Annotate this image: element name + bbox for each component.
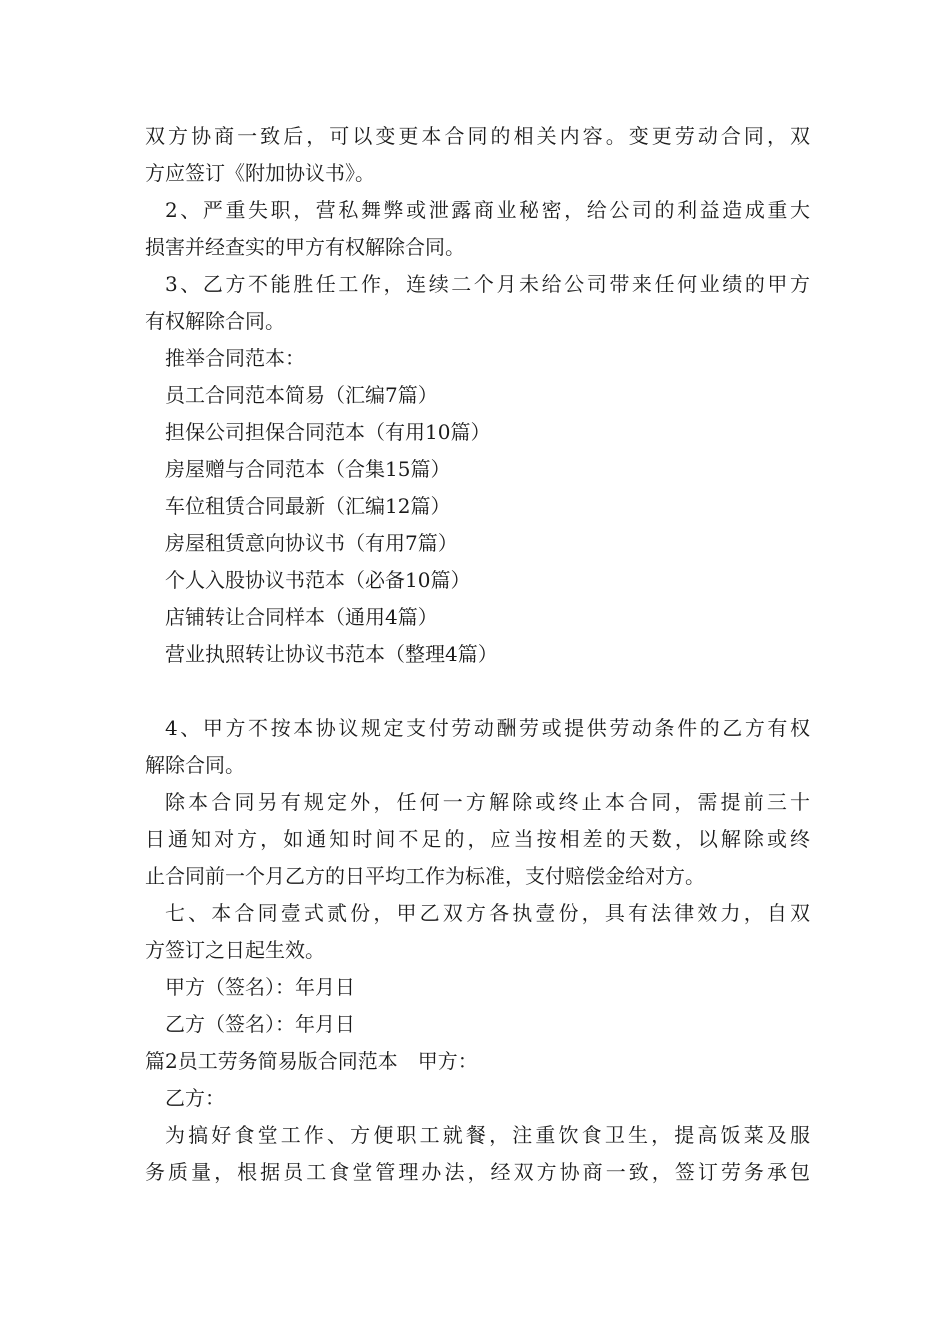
- document-body: [145, 118, 810, 1191]
- clause-7-line: 七、本合同壹式贰份，甲乙双方各执壹份，具有法律效力，自双: [165, 901, 810, 925]
- recommended-item: 车位租赁合同最新（汇编12篇）: [165, 494, 451, 518]
- recommended-item: 个人入股协议书范本（必备10篇）: [165, 568, 471, 592]
- party-a-signature: 甲方（签名）：年月日: [165, 975, 355, 999]
- recommended-item: 员工合同范本简易（汇编7篇）: [165, 383, 438, 407]
- clause-3-line: 有权解除合同。: [145, 309, 285, 333]
- party-b-signature: 乙方（签名）：年月日: [165, 1012, 355, 1036]
- recommended-item: 店铺转让合同样本（通用4篇）: [165, 605, 438, 629]
- termination-line: 除本合同另有规定外，任何一方解除或终止本合同，需提前三十: [165, 790, 810, 814]
- clause-3-line: 3、乙方不能胜任工作，连续二个月未给公司带来任何业绩的甲方: [165, 272, 810, 296]
- section-heading: 篇2员工劳务简易版合同范本 甲方：: [145, 1049, 478, 1073]
- termination-line: 止合同前一个月乙方的日平均工作为标准，支付赔偿金给对方。: [145, 864, 705, 888]
- clause-4-line: 解除合同。: [145, 753, 245, 777]
- paragraph-line: 方应签订《附加协议书》。: [145, 161, 375, 185]
- blank-line: [145, 673, 810, 710]
- recommended-item: 担保公司担保合同范本（有用10篇）: [165, 420, 491, 444]
- clause-4-line: 4、甲方不按本协议规定支付劳动酬劳或提供劳动条件的乙方有权: [165, 716, 810, 740]
- intro-line: 务质量，根据员工食堂管理办法，经双方协商一致，签订劳务承包: [145, 1160, 810, 1184]
- paragraph-line: 双方协商一致后，可以变更本合同的相关内容。变更劳动合同，双: [145, 124, 810, 148]
- recommended-item: 房屋赠与合同范本（合集15篇）: [165, 457, 451, 481]
- recommended-item: 营业执照转让协议书范本（整理4篇）: [165, 642, 498, 666]
- clause-2-line: 损害并经查实的甲方有权解除合同。: [145, 235, 465, 259]
- clause-2-line: 2、严重失职，营私舞弊或泄露商业秘密，给公司的利益造成重大: [165, 198, 810, 222]
- party-b-label: 乙方：: [165, 1086, 225, 1110]
- recommended-heading: 推举合同范本：: [165, 346, 305, 370]
- clause-7-line: 方签订之日起生效。: [145, 938, 325, 962]
- recommended-item: 房屋租赁意向协议书（有用7篇）: [165, 531, 458, 555]
- intro-line: 为搞好食堂工作、方便职工就餐，注重饮食卫生，提高饭菜及服: [165, 1123, 810, 1147]
- termination-line: 日通知对方，如通知时间不足的，应当按相差的天数，以解除或终: [145, 827, 810, 851]
